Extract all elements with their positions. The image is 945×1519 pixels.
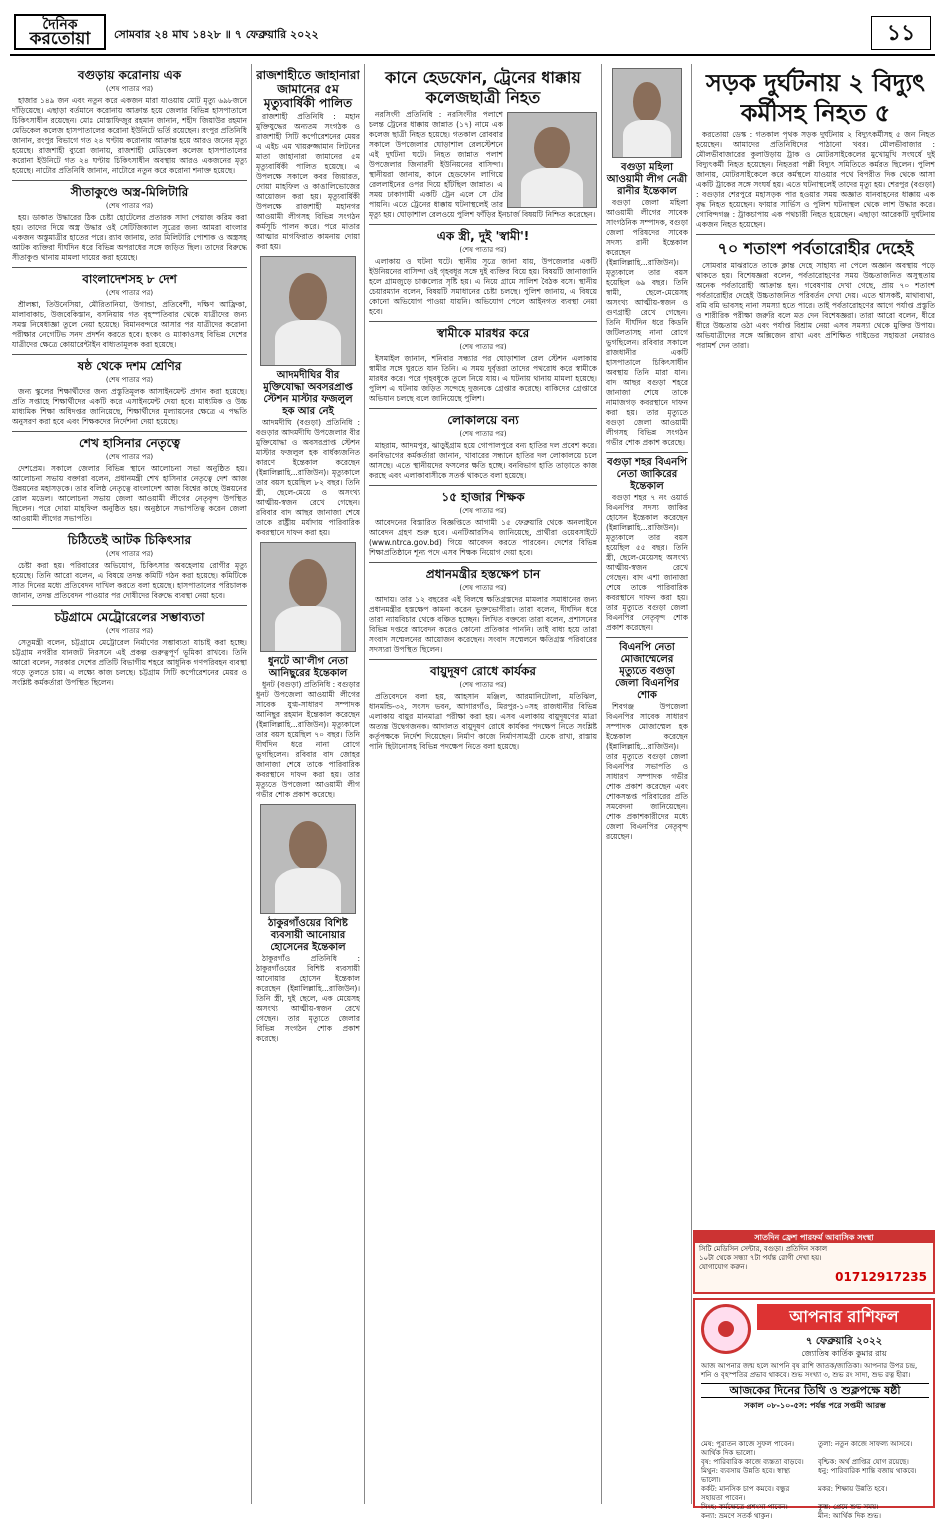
headline: ষষ্ঠ থেকে দশম শ্রেণির bbox=[77, 359, 182, 373]
headline: চিঠিতেই আটক চিকিৎসার bbox=[67, 533, 192, 547]
continued-note: (শেষ পাতার পর) bbox=[105, 376, 154, 384]
horoscope-item: মকর: শিক্ষায় উন্নতি হবে। bbox=[818, 1485, 888, 1493]
dateline: সোমবার ২৪ মাঘ ১৪২৮ ॥ ৭ ফেব্রুয়ারি ২০২২ bbox=[114, 28, 319, 41]
article-body: জন্য স্কুলের শিক্ষার্থীদের জন্য প্রস্তুতিমূলক আসাইনমেন্ট প্রদান করা হয়েছে। প্রতি সপ্তাহে শিক্ষার্থীদের একটি করে এসাইনমেন্ট দেয়া হবে। মাধ্যমিক ও উচ্চ মাধ্যমিক শিক্ষা অধিদপ্তর জানিয়েছে, শিক্ষার্থীদের মূল্যায়নের ক্ষেত্রে এ পদ্ধতি অনুসরণ করা হবে এবং শিক্ষকদের নির্দেশনা দেয়া হয়েছে। bbox=[12, 387, 247, 426]
article-body: ইসমাইল জানান, শনিবার সন্ধ্যার পর ঘোড়াশাল রেল স্টেশন এলাকায় স্বামীর সঙ্গে ঘুরতে যান তিনি। এ সময় দুর্বৃত্তরা তাদের পথরোধ করে স্বামীকে মারধর করে। পরে গৃহবধূকে তুলে নিয়ে যায়। এ ঘটনায় থানায় মামলা হয়েছে। পুলিশ এ ঘটনায় জড়িত সন্দেহে দুজনকে গ্রেপ্তার করেছে। বাকিদের গ্রেপ্তারে অভিযান চলছে বলে জানিয়েছে পুলিশ। bbox=[369, 354, 597, 403]
portrait-photo bbox=[260, 256, 356, 366]
headline: স্বামীকে মারধর করে bbox=[436, 326, 530, 340]
article-body: শ্রীলঙ্কা, তিউনেসিয়া, মৌরিতানিয়া, উগান্ডা, প্রতিবেশী, দক্ষিণ আফ্রিকা, মালাবাকাচ, উজবেকিস্তান, বসনিয়ায় গত বৃহস্পতিবার থেকে যাত্রীদের জন্য সমস্ত নিষেধাজ্ঞা তুলে নেয়া হয়েছে। বিমানবন্দরে আসার পর যাত্রীদের করোনা পরীক্ষার নেগেটিভ সনদ প্রদর্শন করতে হবে। হংকং ও ম্যাকাওসহ বিভিন্ন দেশের যাত্রীদের ক্ষেত্রে কোয়ারেন্টাইন বাধ্যতামূলক করা হয়েছে। bbox=[12, 300, 247, 349]
article-body: হয়। ডাকাত উদ্ধারের ঠিক চেষ্টা হোটেলের প্রতারক সাদা পেয়াজ করিম করা হয়। তাদের দিয়ে অস্ত্র উদ্ধার ওই সেটিজিক্যাল সূত্রের জন্য আমরা বাংলার একজন অস্তুমাত্রীর হাতের পরে। র‌্যাব জানায়, তার মিলিটারি পোশাক ও অস্ত্রসহ আটক ব্যক্তিরা দীর্ঘদিন ধরে বিভিন্ন অপরাধের সঙ্গে জড়িত ছিল। তাদের বিরুদ্ধে সীতাকুণ্ড থানায় মামলা দায়ের করা হয়েছে। bbox=[12, 213, 247, 262]
obituary-headline: ধুনটে আ'লীগ নেতা আনিছুরের ইন্তেকাল bbox=[267, 656, 349, 679]
headline: রাজশাহীতে জাহানারা জামানের ৫ম মৃত্যুবার্ষিকী পালিত bbox=[256, 68, 360, 110]
continued-note: (শেষ পাতার পর) bbox=[105, 453, 154, 461]
article-body: বগুড়া শহর ৭ নং ওয়ার্ড বিএনপির সদস্য জাকির হোসেন ইন্তেকাল করেছেন (ইন্নালিল্লাহি...রাজিউন)। মৃত্যুকালে তার বয়স হয়েছিল ৫৫ বছর। তিনি স্ত্রী, ছেলে-মেয়েসহ অসংখ্য আত্মীয়-স্বজন রেখে গেছেন। বাদ এশা জানাজা শেষে তাকে পারিবারিক কবরস্থানে দাফন করা হয়। তার মৃত্যুতে বগুড়া জেলা বিএনপির নেতৃবৃন্দ শোক প্রকাশ করেছেন। bbox=[606, 493, 688, 632]
portrait-photo bbox=[260, 804, 356, 914]
article-body: করতোয়া ডেস্ক : গতকাল পৃথক সড়ক দুর্ঘটনায় ২ বিদ্যুৎকর্মীসহ ৫ জন নিহত হয়েছেন। আমাদের প্রতিনিধিদের পাঠানো খবর। মৌলভীবাজার : মৌলভীবাজারের কুলাউড়ায় ট্রাক ও মোটরসাইকেলের মুখোমুখি সংঘর্ষে দুই বিদ্যুৎকর্মী নিহত হয়েছেন। নিহতরা পল্লী বিদ্যুৎ সমিতিতে কর্মরত ছিলেন। পুলিশ জানায়, মোটরসাইকেলে করে কর্মস্থলে যাওয়ার পথে বিপরীত দিক থেকে আসা একটি ট্রাকের সঙ্গে সংঘর্ষ হয়। এতে ঘটনাস্থলেই তাদের মৃত্যু হয়। শেরপুর (বগুড়া) : বগুড়ার শেরপুরে মহাসড়ক পার হওয়ার সময় অজ্ঞাত যানবাহনের ধাক্কায় এক বৃদ্ধ নিহত হয়েছেন। ফায়ার সার্ভিস ও পুলিশ ঘটনাস্থল থেকে লাশ উদ্ধার করে। গোবিন্দগঞ্জ : ট্রাকচাপায় এক পথচারী নিহত হয়েছেন। এছাড়া আরেকটি দুর্ঘটনায় একজন নিহত হয়েছেন। bbox=[696, 130, 935, 229]
continued-note: (শেষ পাতার পর) bbox=[105, 289, 154, 297]
logo-name: করতোয়া bbox=[29, 29, 91, 49]
article-body: ঠাকুরগাঁও প্রতিনিধি : ঠাকুরগাঁওয়ের বিশিষ্ট ব্যবসায়ী আনোয়ার হোসেন ইন্তেকাল করেছেন (ইন্নালিল্লাহি...রাজিউন)। তিনি স্ত্রী, দুই ছেলে, এক মেয়েসহ অসংখ্য আত্মীয়-স্বজন রেখে গেছেন। তার মৃত্যুতে জেলার বিভিন্ন সংগঠন শোক প্রকাশ করেছে। bbox=[256, 954, 360, 1043]
portrait-photo bbox=[260, 542, 356, 652]
tithi-sub: সকাল ০৮-১০-৫স: পর্যন্ত পরে সপ্তমী আরম্ভ bbox=[744, 1401, 886, 1410]
column-5 bbox=[696, 64, 935, 1224]
horoscope-title: আপনার রাশিফল bbox=[757, 1304, 931, 1330]
horoscope-box bbox=[693, 1298, 935, 1519]
headline: শেখ হাসিনার নেতৃত্বে bbox=[79, 436, 180, 450]
headline: বাংলাদেশসহ ৮ দেশ bbox=[82, 272, 177, 286]
column-1 bbox=[12, 64, 247, 1509]
horoscope-item: সিংহ: কর্মক্ষেত্রে প্রশংসা পাবেন। bbox=[701, 1503, 788, 1511]
article-body: প্রতিবেদনে বলা হয়, আহসান মঞ্জিল, আরমানিটোলা, মতিঝিল, ধানমন্ডি-৩২, সংসদ ভবন, আগারগাঁও, মিরপুর-১০সহ রাজধানীর বিভিন্ন এলাকায় বায়ুর মানমাত্রা পরীক্ষা করা হয়। এসব এলাকায় বায়ুদূষণের মাত্রা অত্যন্ত উদ্বেগজনক। আদালত বায়ুদূষণ রোধে কার্যকর পদক্ষেপ নিতে সংশ্লিষ্ট কর্তৃপক্ষকে নির্দেশ দিয়েছেন। নির্মাণ কাজে নির্মাণসামগ্রী ঢেকে রাখা, রাস্তায় পানি ছিটানোসহ বিভিন্ন পদক্ষেপ নিতে বলা হয়েছে। bbox=[369, 692, 597, 751]
horoscope-item: মীন: আর্থিক দিক শুভ। bbox=[818, 1512, 882, 1519]
horoscope-item: বৃষ: পারিবারিক কাজে ব্যস্ততা বাড়বে। bbox=[701, 1458, 804, 1466]
article-body: আদায়। তার ১২ বছরের এই বিলম্বে ক্ষতিগ্রস্তদের মামলার সমাধানের জন্য প্রধানমন্ত্রীর হস্তক্ষেপ কামনা করেন ভুক্তভোগীরা। তারা বলেন, দীর্ঘদিন ধরে তারা ন্যায়বিচার থেকে বঞ্চিত হচ্ছেন। লিখিত বক্তব্যে তারা বলেন, প্রশাসনের বিভিন্ন দপ্তরে আবেদন করেও কোনো প্রতিকার পাননি। তাই বাধ্য হয়ে তারা সংবাদ সম্মেলনের আয়োজন করেছেন। সংবাদ সম্মেলনে ক্ষতিগ্রস্ত পরিবারের সদস্যরা উপস্থিত ছিলেন। bbox=[369, 595, 597, 654]
continued-note: (শেষ পাতার পর) bbox=[459, 430, 507, 438]
continued-note: (শেষ পাতার পর) bbox=[105, 627, 154, 635]
lead-headline: কানে হেডফোন, ট্রেনের ধাক্কায় কলেজছাত্রী নিহত bbox=[385, 68, 581, 107]
headline: চট্টগ্রামে মেট্রোরেলের সম্ভাব্যতা bbox=[54, 610, 205, 624]
column-3 bbox=[369, 64, 597, 1509]
article-body: মাহরাম, আদমপুর, ঝাড়ুইগ্রাম হয়ে গোপালপুরে বন্য হাতির দল প্রবেশ করে। বনবিভাগের কর্মকর্তারা জানান, খাবারের সন্ধানে হাতির দল লোকালয়ে চলে আসছে। এতে স্থানীয়দের ফসলের ক্ষতি হচ্ছে। বনবিভাগ হাতি তাড়াতে কাজ করছে এবং এলাকাবাসীকে সতর্ক থাকতে বলা হয়েছে। bbox=[369, 441, 597, 480]
obituary-headline: আদমদীঘির বীর মুক্তিযোদ্ধা অবসরপ্রাপ্ত স্টেশন মাস্টার ফজলুল হক আর নেই bbox=[263, 370, 353, 417]
ad-banner: সাতদিন ফ্রেশ পারফর্ম আবাসিক সংস্থা bbox=[695, 1232, 933, 1243]
obituary-headline: বিএনপি নেতা মোজাম্মেলের মৃত্যুতে বগুড়া জেলা বিএনপির শোক bbox=[615, 642, 679, 701]
headline: এক স্ত্রী, দুই 'স্বামী'! bbox=[436, 229, 530, 243]
column-2 bbox=[256, 64, 360, 1509]
logo-top: দৈনিক bbox=[42, 17, 78, 33]
article-body: হাজার ১৪৯ জন এবং নতুন করে একজন মারা যাওয়ায় মোট মৃত্যু ৬৯৮জনে দাঁড়িয়েছে। এছাড়া বর্তমানে করোনায় আক্রান্ত হয়ে জেলার বিভিন্ন হাসপাতালে চিকিৎসাধীন রয়েছেন। মোঃ মোস্তাফিজুর রহমান জানান, শহীদ জিয়াউর রহমান মেডিকেল কলেজ হাসপাতালের করোনা ইউনিটে ভর্তি রয়েছেন। রংপুর প্রতিনিধি জানান, রংপুর বিভাগে গত ২৪ ঘণ্টায় করোনায় আক্রান্ত হয়ে আরও জনের মৃত্যু হয়েছে। রাজশাহী ব্যুরো জানায়, রাজশাহী মেডিকেল কলেজ হাসপাতালের করোনা ইউনিটে গত ২৪ ঘণ্টায় চিকিৎসাধীন অবস্থায় আরও একজনের মৃত্যু হয়েছে। নাটোর প্রতিনিধি জানান, নাটোরে নতুন করে করোনা শনাক্ত হয়েছে। bbox=[12, 96, 247, 175]
article-body: দেশপ্রেম। সকালে জেলার বিভিন্ন স্থানে আলোচনা সভা অনুষ্ঠিত হয়। আলোচনা সভায় বক্তারা বলেন, প্রধানমন্ত্রী শেখ হাসিনার নেতৃত্বে দেশ আজ উন্নয়নের মহাসড়কে। তার বলিষ্ঠ নেতৃত্বে বাংলাদেশ আজ বিশ্বের কাছে উন্নয়নের রোল মডেল। আলোচনা সভায় জেলা আওয়ামী লীগের নেতৃবৃন্দ উপস্থিত ছিলেন। পরে দোয়া মাহফিল অনুষ্ঠিত হয়। অনুষ্ঠানে সভাপতিত্ব করেন জেলা আওয়ামী লীগের সভাপতি। bbox=[12, 464, 247, 523]
continued-note: (শেষ পাতার পর) bbox=[459, 246, 507, 254]
lead-headline: সড়ক দুর্ঘটনায় ২ বিদ্যুৎ কর্মীসহ নিহত ৫ bbox=[705, 68, 925, 127]
article-body: শিবগঞ্জ উপজেলা বিএনপির সাবেক সাধারণ সম্পাদক মোজাম্মেল হক ইন্তেকাল করেছেন (ইন্নালিল্লাহি...রাজিউন)। তার মৃত্যুতে বগুড়া জেলা বিএনপির সভাপতি ও সাধারণ সম্পাদক গভীর শোক প্রকাশ করেছেন এবং শোকসন্তপ্ত পরিবারের প্রতি সমবেদনা জানিয়েছেন। শোক প্রকাশকারীদের মধ্যে জেলা বিএনপির নেতৃবৃন্দ রয়েছেন। bbox=[606, 702, 688, 841]
article-body: আদমদীঘি (বগুড়া) প্রতিনিধি : বগুড়ার আদমদীঘি উপজেলার বীর মুক্তিযোদ্ধা ও অবসরপ্রাপ্ত স্টেশন মাস্টার ফজলুল হক বার্ধক্যজনিত কারণে ইন্তেকাল করেছেন (ইন্নালিল্লাহি...রাজিউন)। মৃত্যুকালে তার বয়স হয়েছিল ৮২ বছর। তিনি স্ত্রী, ছেলে-মেয়ে ও অসংখ্য আত্মীয়-স্বজন রেখে গেছেন। রবিবার বাদ আছর জানাজা শেষে তাকে রাষ্ট্রীয় মর্যাদায় পারিবারিক কবরস্থানে দাফন করা হয়। bbox=[256, 418, 360, 537]
headline: বগুড়ায় করোনায় এক bbox=[77, 68, 182, 82]
headline: ১৫ হাজার শিক্ষক bbox=[441, 490, 525, 504]
headline: প্রধানমন্ত্রীর হস্তক্ষেপ চান bbox=[425, 567, 541, 581]
page-number: ১১ bbox=[871, 16, 931, 50]
headline: লোকালয়ে বন্য bbox=[447, 413, 519, 427]
headline: সীতাকুণ্ডে অস্ত্র-মিলিটারি bbox=[70, 185, 189, 199]
masthead bbox=[10, 10, 935, 56]
newspaper-logo bbox=[14, 14, 106, 50]
horoscope-intro: আজ আপনার জন্ম হলে আপনি বৃষ রাশি জাতক/জাতিকা। আপনার উপর চন্দ্র, শনি ও বৃহস্পতির প্রভাব থাকবে। শুভ সংখ্যা ৩, শুভ রং সাদা, শুভ রত্ন হীরা। আজকের দিনের তিথি ও শুক্লপক্ষে ষষ্ঠী সকাল ০৮-১০-৫স: পর্যন্ত পরে সপ্তমী আরম্ভ bbox=[701, 1362, 929, 1410]
portrait-photo bbox=[612, 68, 682, 158]
column-4 bbox=[606, 64, 688, 1509]
horoscope-item: কন্যা: ভ্রমণে সতর্ক থাকুন। bbox=[701, 1512, 773, 1519]
horoscope-date: ৭ ফেব্রুয়ারি ২০২২ bbox=[805, 1336, 883, 1347]
continued-note: (শেষ পাতার পর) bbox=[459, 681, 507, 689]
article-body: আবেদনের বিস্তারিত বিজ্ঞপ্তিতে আগামী ১৫ ফেব্রুয়ারি থেকে অনলাইনে আবেদন গ্রহণ শুরু হবে। এনটিআরসিএ জানিয়েছে, প্রার্থীরা ওয়েবসাইটে (www.ntrca.gov.bd) গিয়ে আবেদন করতে পারবেন। দেশের বিভিন্ন শিক্ষাপ্রতিষ্ঠানে শূন্য পদে এসব শিক্ষক নিয়োগ দেয়া হবে। bbox=[369, 518, 597, 557]
continued-note: (শেষ পাতার পর) bbox=[105, 85, 154, 93]
horoscope-item: তুলা: নতুন কাজে সাফল্য আসবে। bbox=[818, 1440, 913, 1448]
article-body: সোমবার মাঝরাতে তাকে ক্লান্ত দেহে সাহায্য না পেলে অজ্ঞান অবস্থায় পড়ে থাকতে হয়। বিশেষজ্ঞরা বলেন, পর্বতারোহণের সময় উচ্চতাজনিত অসুস্থতায় অনেক পর্বতারোহী আক্রান্ত হন। গবেষণায় দেখা গেছে, প্রায় ৭০ শতাংশ পর্বতারোহীর দেহেই উচ্চতাজনিত পরিবর্তন দেখা দেয়। এতে শ্বাসকষ্ট, মাথাব্যথা, বমি বমি ভাবসহ নানা সমস্যা হতে পারে। তাই পর্বতারোহণের আগে পর্যাপ্ত প্রস্তুতি ও শারীরিক পরীক্ষা জরুরি বলে মত দেন বিশেষজ্ঞরা। তারা আরো বলেন, ধীরে ধীরে উচ্চতায় ওঠা এবং পর্যাপ্ত বিশ্রাম নেয়া এসব সমস্যা থেকে মুক্তির উপায়। অভিযাত্রীদের সঙ্গে অক্সিজেন রাখা এবং প্রশিক্ষিত গাইডের সহায়তা নেয়ারও পরামর্শ দেন তারা। bbox=[696, 261, 935, 350]
continued-note: (শেষ পাতার পর) bbox=[459, 584, 507, 592]
horoscope-item: কুম্ভ: প্রেমে শুভ সময়। bbox=[818, 1503, 879, 1511]
zodiac-wheel-icon bbox=[701, 1304, 751, 1354]
advertisement bbox=[693, 1230, 935, 1294]
horoscope-item: কর্কট: মানসিক চাপ কমবে। বন্ধুর সহায়তা পাবেন। bbox=[701, 1485, 790, 1502]
article-body: ধুনট (বগুড়া) প্রতিনিধি : বগুড়ার ধুনট উপজেলা আওয়ামী লীগের সাবেক যুগ্ম-সাধারণ সম্পাদক আনিছুর রহমান ইন্তেকাল করেছেন (ইন্নালিল্লাহি...রাজিউন)। মৃত্যুকালে তার বয়স হয়েছিল ৭০ বছর। তিনি দীর্ঘদিন ধরে নানা রোগে ভুগছিলেন। রবিবার বাদ জোহর জানাজা শেষে তাকে পারিবারিক কবরস্থানে দাফন করা হয়। তার মৃত্যুতে উপজেলা আওয়ামী লীগ গভীর শোক প্রকাশ করেছে। bbox=[256, 680, 360, 799]
horoscope-item: বৃশ্চিক: অর্থ প্রাপ্তির যোগ রয়েছে। bbox=[818, 1458, 909, 1466]
article-body: চেষ্টা করা হয়। পরিবারের অভিযোগ, চিকিৎসার অবহেলায় রোগীর মৃত্যু হয়েছে। তিনি আরো বলেন, এ বিষয়ে তদন্ত কমিটি গঠন করা হয়েছে। কমিটিকে সাত দিনের মধ্যে প্রতিবেদন দাখিল করতে বলা হয়েছে। হাসপাতালের পরিচালক জানান, তদন্ত প্রতিবেদন পাওয়ার পর দোষীদের বিরুদ্ধে ব্যবস্থা নেয়া হবে। bbox=[12, 561, 247, 600]
horoscope-item: ধনু: পারিবারিক শান্তি বজায় থাকবে। bbox=[818, 1467, 917, 1475]
ad-text: সিটি মেডিসিন সেন্টার, বগুড়া। প্রতিদিন সকাল ১০টা থেকে সন্ধ্যা ৭টা পর্যন্ত রোগী দেখা হয়। যোগাযোগ করুন। bbox=[699, 1245, 828, 1271]
article-body: এলাকায় ও ঘটনা ঘটে। স্থানীয় সূত্রে জানা যায়, উপজেলার একটি ইউনিয়নের বাসিন্দা ওই গৃহবধূর সঙ্গে দুই ব্যক্তির বিয়ে হয়। বিষয়টি জানাজানি হলে গ্রামজুড়ে চাঞ্চল্যের সৃষ্টি হয়। এ নিয়ে গ্রামে সালিশ বৈঠক বসে। স্থানীয় চেয়ারম্যান বলেন, বিষয়টি সমাধানের চেষ্টা চলছে। পুলিশ জানায়, এ বিষয়ে কোনো অভিযোগ পাওয়া যায়নি। অভিযোগ পেলে আইনগত ব্যবস্থা নেয়া হবে। bbox=[369, 257, 597, 316]
article-body: বগুড়া জেলা মহিলা আওয়ামী লীগের সাবেক সাংগঠনিক সম্পাদক, বগুড়া জেলা পরিষদের সাবেক সদস্য রানী ইন্তেকাল করেছেন (ইন্নালিল্লাহি...রাজিউন)। মৃত্যুকালে তার বয়স হয়েছিল ৬৯ বছর। তিনি স্বামী, ছেলে-মেয়েসহ অসংখ্য আত্মীয়-স্বজন ও গুণগ্রাহী রেখে গেছেন। তিনি দীর্ঘদিন ধরে কিডনি জটিলতাসহ নানা রোগে ভুগছিলেন। রবিবার সকালে রাজধানীর একটি হাসপাতালে চিকিৎসাধীন অবস্থায় তিনি মারা যান। বাদ আছর বগুড়া শহরে জানাজা শেষে তাকে নামাজগড় কবরস্থানে দাফন করা হয়। তার মৃত্যুতে বগুড়া জেলা আওয়ামী লীগসহ বিভিন্ন সংগঠন গভীর শোক প্রকাশ করেছে। bbox=[606, 198, 688, 447]
student-photo bbox=[507, 112, 597, 208]
article-body: সেতুমন্ত্রী বলেন, চট্টগ্রামে মেট্রোরেল নির্মাণের সম্ভাব্যতা যাচাই করা হচ্ছে। চট্টগ্রাম নগরীর যানজট নিরসনে এই প্রকল্প গুরুত্বপূর্ণ ভূমিকা রাখবে। তিনি আরো বলেন, সরকার দেশের প্রতিটি বিভাগীয় শহরে আধুনিক গণপরিবহন ব্যবস্থা গড়ে তুলতে চায়। এ লক্ষ্যে কাজ চলছে। চট্টগ্রাম সিটি কর্পোরেশনের মেয়র ও সংশ্লিষ্ট কর্মকর্তারা উপস্থিত ছিলেন। bbox=[12, 638, 247, 687]
continued-note: (শেষ পাতার পর) bbox=[459, 343, 507, 351]
continued-note: (শেষ পাতার পর) bbox=[459, 507, 507, 515]
horoscope-item: মিথুন: ব্যবসায় উন্নতি হবে। স্বাস্থ্য ভালো। bbox=[701, 1467, 791, 1484]
horoscope-item: মেষ: পুরাতন কাজে সুফল পাবেন। আর্থিক দিক ভালো। bbox=[701, 1440, 795, 1457]
ad-phone: 01712917235 bbox=[835, 1270, 927, 1284]
obituary-headline: বগুড়া শহর বিএনপি নেতা জাকিরের ইন্তেকাল bbox=[607, 457, 687, 492]
headline: বায়ুদূষণ রোধে কার্যকর bbox=[429, 664, 537, 678]
obituary-headline: বগুড়া মহিলা আওয়ামী লীগ নেত্রী রানীর ইন্তেকাল bbox=[606, 162, 688, 197]
article-body: নরসিংদী প্রতিনিধি : নরসিংদীর পলাশে চলন্ত ট্রেনের ধাক্কায় জান্নাত (১৭) নামে এক কলেজ ছাত্রী নিহত হয়েছে। গতকাল রোববার সকালে উপজেলার ঘোড়াশাল রেলস্টেশনে এই দুর্ঘটনা ঘটে। নিহত জান্নাত পলাশ উপজেলার জিনারদী ইউনিয়নের বাসিন্দা। স্থানীয়রা জানায়, কানে হেডফোন লাগিয়ে রেললাইনের ওপর দিয়ে হাঁটছিল জান্নাত। এ সময় ঢাকাগামী একটি ট্রেন এলে সে টের পায়নি। এতে ট্রেনের ধাক্কায় ঘটনাস্থলেই তার মৃত্যু হয়। ঘোড়াশাল রেলওয়ে পুলিশ ফাঁড়ির ইনচার্জ বিষয়টি নিশ্চিত করেছেন। bbox=[369, 110, 596, 219]
article-body: রাজশাহী প্রতিনিধি : মহান মুক্তিযুদ্ধের অন্যতম সংগঠক ও রাজশাহী সিটি কর্পোরেশনের মেয়র এ এইচ এম খায়রুজ্জামান লিটনের মাতা জাহানারা জামানের ৫ম মৃত্যুবার্ষিকী পালিত হয়েছে। এ উপলক্ষে সকালে কবর জিয়ারত, দোয়া মাহফিল ও কাঙালিভোজের আয়োজন করা হয়। মৃত্যুবার্ষিকী উপলক্ষে রাজশাহী মহানগর আওয়ামী লীগসহ বিভিন্ন সংগঠন কর্মসূচি পালন করে। পরে মাতার আত্মার মাগফিরাত কামনায় দোয়া করা হয়। bbox=[256, 112, 360, 251]
continued-note: (শেষ পাতার পর) bbox=[105, 202, 154, 210]
obituary-headline: ঠাকুরগাঁওয়ের বিশিষ্ট ব্যবসায়ী আনোয়ার হোসেনের ইন্তেকাল bbox=[268, 918, 348, 953]
horoscope-author: জ্যোতিষ কার্তিক কুমার রায় bbox=[801, 1349, 887, 1358]
tithi-heading: আজকের দিনের তিথি ও শুক্লপক্ষে ষষ্ঠী bbox=[701, 1383, 929, 1398]
headline: ৭০ শতাংশ পর্বতারোহীর দেহেই bbox=[717, 239, 914, 258]
continued-note: (শেষ পাতার পর) bbox=[105, 550, 154, 558]
horoscope-list bbox=[701, 1440, 929, 1519]
